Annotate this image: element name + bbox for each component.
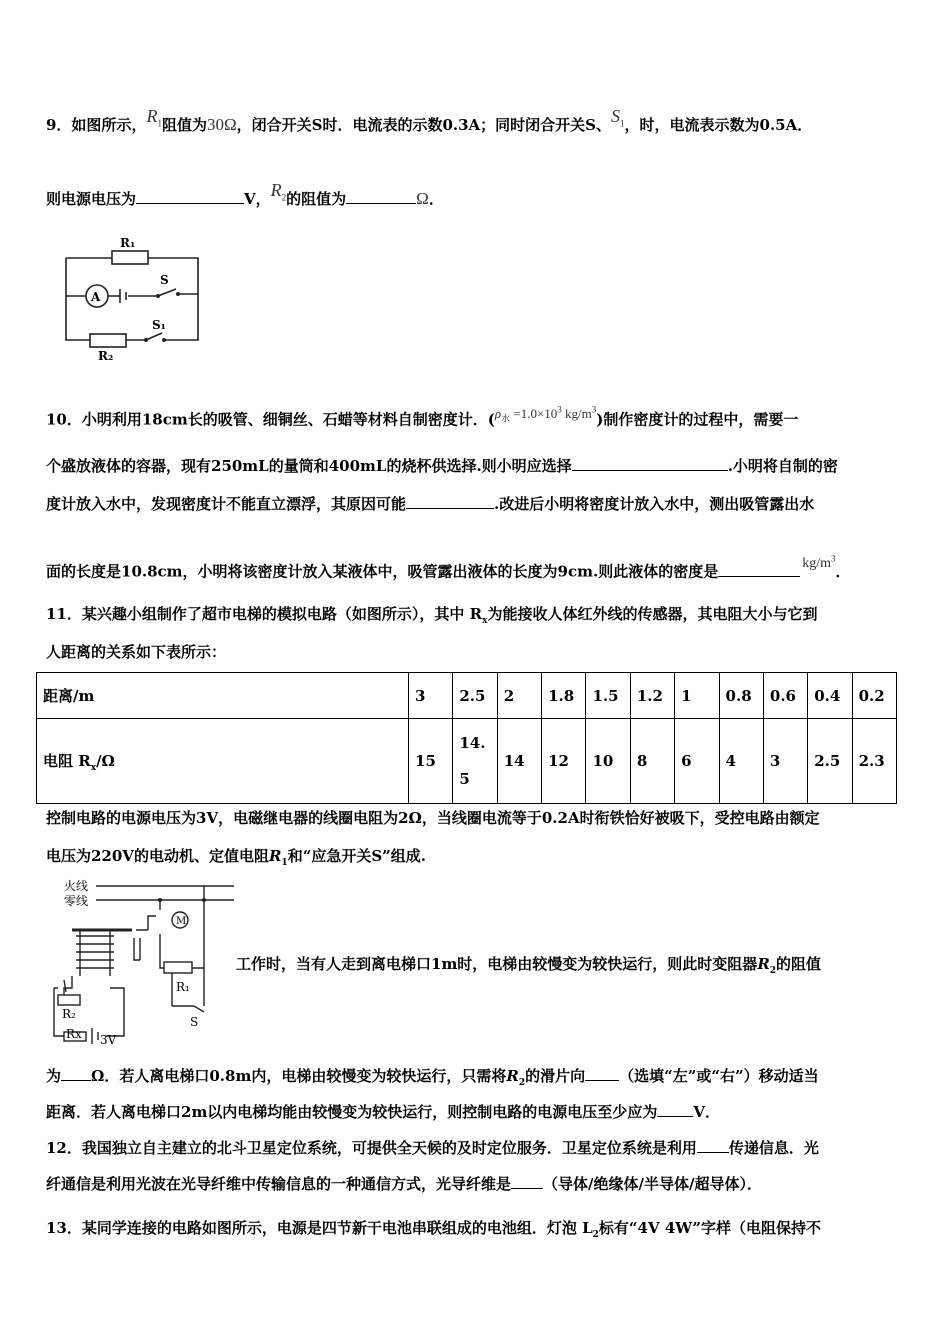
table-cell: 2	[497, 673, 541, 719]
table-row-header: 距离/m	[37, 673, 409, 719]
answer-blank[interactable]	[346, 189, 416, 204]
q11-neutral-wire-label: 零线	[64, 894, 89, 908]
q9-circuit-diagram	[60, 234, 210, 364]
q9-r1-value: 30Ω	[206, 115, 237, 134]
q9-number: 9．如图所示，	[46, 116, 147, 134]
q9-s1-symbol: $S_1$	[611, 106, 625, 129]
q11-line2: 人距离的关系如下表所示：	[46, 643, 227, 661]
table-cell: 1.8	[542, 673, 586, 719]
answer-blank[interactable]	[657, 1102, 693, 1117]
answer-blank[interactable]	[697, 1138, 729, 1153]
table-cell: 0.2	[852, 673, 896, 719]
q11-voltage-label: 3V	[100, 1033, 117, 1047]
table-cell: 12	[542, 719, 586, 804]
q9-s-label: S	[160, 273, 169, 287]
q9-r2-symbol: $R_2$	[270, 180, 287, 203]
answer-blank[interactable]	[572, 456, 728, 471]
table-cell: 1.2	[630, 673, 674, 719]
q11-r1-label: R₁	[176, 980, 190, 994]
q12-line2: 纤通信是利用光波在光导纤维中传输信息的一种通信方式，光导纤维是 （导体/绝缘体/半导体/超导体）．	[46, 1175, 762, 1193]
table-cell: 1	[675, 673, 719, 719]
q11-line4: 电压为220V的电动机、定值电阻$R_1$和“应急开关S”组成.	[46, 847, 426, 868]
q10-unit: $kg/m^3$	[802, 553, 836, 571]
q9-battery	[120, 289, 126, 303]
q11-line1: 11．某兴趣小组制作了超市电梯的模拟电路（如图所示），其中 $R_x$为能接收人体红外线的传感器，其电阻大小与它到	[46, 605, 818, 626]
table-cell: 2.3	[852, 719, 896, 804]
q11-r1-resistor	[164, 962, 192, 973]
q9-line2: 则电源电压为 V，$R_2$的阻值为 Ω．	[46, 180, 444, 208]
q11-r2-rheostat	[58, 995, 80, 1005]
table-cell: 4	[719, 719, 763, 804]
q9-r1-symbol: $R_1$	[146, 106, 162, 129]
q10-density-formula: $\rho_水 =1.0\times 10^3$ $kg/m^3$	[494, 405, 597, 424]
distance-resistance-table	[36, 672, 897, 804]
q9-r1-resistor	[112, 251, 148, 264]
q9-line1: 9．如图所示，$R_1$阻值为30Ω，闭合开关S时．电流表的示数0.3A；同时闭合开关S、$S_1$，时，电流表示数为0.5A．	[46, 106, 813, 134]
q9-s1-label: S₁	[152, 318, 166, 332]
table-cell: 2.5	[453, 673, 497, 719]
q11-r2-label: R₂	[62, 1007, 76, 1021]
table-cell: 1.5	[586, 673, 630, 719]
table-row-header: 电阻 $R_x/\Omega$	[37, 719, 409, 804]
q11-elevator-circuit-diagram	[44, 876, 244, 1046]
q9-r2-resistor	[90, 334, 126, 347]
table-row	[37, 719, 897, 804]
q11-side-text: 工作时，当有人走到离电梯口1m时，电梯由较慢变为较快运行，则此时变阻器$R_2$的阻值	[236, 955, 822, 976]
table-cell: 8	[630, 719, 674, 804]
q10-line2: 个盛放液体的容器，现有250mL的量筒和400mL的烧杯供选择.则小明应选择 .小明将自制的密	[46, 457, 838, 475]
q9-switch-s	[158, 289, 176, 296]
q11-line6: 距离．若人离电梯口2m以内电梯均能由较慢变为较快运行，则控制电路的电源电压至少应为 V．	[46, 1103, 720, 1121]
table-cell: 0.4	[808, 673, 852, 719]
q11-motor-label: M	[176, 916, 187, 927]
q11-live-wire-label: 火线	[64, 879, 89, 893]
q11-switch-label: S	[190, 1015, 199, 1029]
answer-blank[interactable]	[585, 1066, 619, 1081]
table-cell: 15	[409, 719, 453, 804]
q10-line1: 10．小明利用18cm长的吸管、细铜丝、石蜡等材料自制密度计．($\rho_水 =1.0\times 10^3$ $kg/m^3$)制作密度计的过程中，需要一	[46, 405, 799, 429]
q11-line5: 为 Ω．若人离电梯口0.8m内，电梯由较慢变为较快运行，只需将$R_2$的滑片向 （选填“左”或“右”）移动适当	[46, 1067, 819, 1088]
q9-r1-label: R₁	[120, 236, 136, 250]
table-cell: 14	[497, 719, 541, 804]
q11-rx-label: Rx	[66, 1027, 82, 1041]
table-cell: 3	[409, 673, 453, 719]
answer-blank[interactable]	[136, 189, 244, 204]
q10-line3: 度计放入水中，发现密度计不能直立漂浮，其原因可能 .改进后小明将密度计放入水中，测出吸管露出水	[46, 495, 815, 513]
table-cell: 0.6	[763, 673, 807, 719]
table-cell: 6	[675, 719, 719, 804]
table-cell: 3	[763, 719, 807, 804]
table-cell: 0.8	[719, 673, 763, 719]
table-cell: 10	[586, 719, 630, 804]
answer-blank[interactable]	[511, 1174, 543, 1189]
q10-line4: 面的长度是10.8cm，小明将该密度计放入某液体中，吸管露出液体的长度为9cm.则此液体的密度是 $kg/m^3$．	[46, 553, 851, 581]
q13-line1: 13．某同学连接的电路如图所示，电源是四节新干电池串联组成的电池组．灯泡 $L_2$标有“4V 4W”字样（电阻保持不	[46, 1219, 822, 1240]
q9-r2-label: R₂	[98, 349, 114, 363]
q12-line1: 12．我国独立自主建立的北斗卫星定位系统，可提供全天候的及时定位服务．卫星定位系统是利用 传递信息．光	[46, 1139, 819, 1157]
q9-switch-s1	[126, 333, 162, 340]
answer-blank[interactable]	[61, 1066, 91, 1081]
q9-ammeter-label: A	[91, 290, 101, 304]
answer-blank[interactable]	[718, 562, 800, 577]
table-row	[37, 673, 897, 719]
table-cell: 2.5	[808, 719, 852, 804]
q11-line3: 控制电路的电源电压为3V，电磁继电器的线圈电阻为2Ω，当线圈电流等于0.2A时衔铁恰好被吸下，受控电路由额定	[46, 809, 820, 827]
answer-blank[interactable]	[406, 494, 494, 509]
table-cell: 14. 5	[453, 719, 497, 804]
